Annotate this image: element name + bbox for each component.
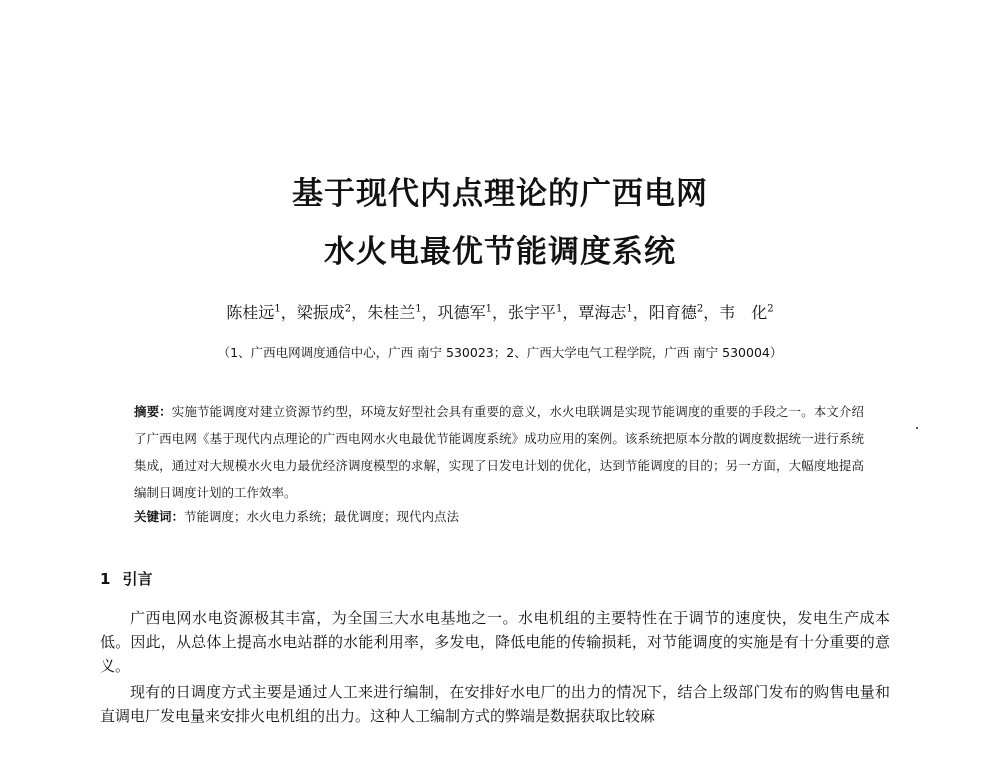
paper-title-line-1: 基于现代内点理论的广西电网 [292,176,708,212]
section-title: 引言 [122,570,153,588]
author-separator: ， [562,303,579,322]
author-separator: ， [421,303,438,322]
abstract-text: 实施节能调度对建立资源节约型，环境友好型社会具有重要的意义，水火电联调是实现节能调度的重要的手段之一。本文介绍了广西电网《基于现代内点理论的广西电网水火电最优节能调度系统》成功应用的案例。该系统把原本分散的调度数据统一进行系统集成，通过对大规模水火电力最优经济调度模型的求解，实现了日发电计划的优化，达到节能调度的目的；另一方面，大幅度地提高编制日调度计划的工作效率。 [134,404,864,500]
abstract-label: 摘要： [134,404,172,419]
paragraph-2: 现有的日调度方式主要是通过人工来进行编制，在安排好水电厂的出力的情况下，结合上级部门发布的购售电量和直调电厂发电量来安排火电机组的出力。这种人工编制方式的弊端是数据获取比较麻 [100,683,890,725]
affiliations: （1、广西电网调度通信中心，广西 南宁 530023；2、广西大学电气工程学院，广西 南宁 530004） [217,345,783,360]
author-name: 朱桂兰 [367,303,416,322]
author-name: 阳育德 [648,303,697,322]
author-affiliation-mark: 1 [274,303,281,315]
author-separator: ， [491,303,508,322]
paragraph-1: 广西电网水电资源极其丰富，为全国三大水电基地之一。水电机组的主要特性在于调节的速度快，发电生产成本低。因此，从总体上提高水电站群的水能利用率，多发电，降低电能的传输损耗，对节能调度的实施是有十分重要的意义。 [100,609,890,675]
author-affiliation-mark: 1 [485,303,492,315]
author-name: 梁振成 [296,303,345,322]
body-text [100,606,890,730]
author-affiliation-mark: 2 [344,303,352,315]
abstract [134,398,864,506]
author-name: 张宇平 [508,303,557,322]
paper-title-line-2: 水火电最优节能调度系统 [324,234,676,270]
author-name: 韦 化 [719,303,768,322]
author-list [0,300,1000,323]
keywords-label: 关键词： [134,509,185,524]
author-affiliation-mark: 2 [767,303,774,315]
keywords [134,507,864,525]
keywords-text: 节能调度；水火电力系统；最优调度；现代内点法 [184,509,460,524]
author-separator: ， [632,303,649,322]
author-affiliation-mark: 1 [415,303,422,315]
author-name: 巩德军 [437,303,486,322]
scan-speck [916,427,918,429]
author-affiliation-mark: 1 [626,303,633,315]
section-heading-introduction [100,568,152,589]
author-separator: ， [280,303,297,322]
author-name: 陈桂远 [226,303,275,322]
author-affiliation-mark: 2 [696,303,704,315]
author-name: 覃海志 [578,303,627,322]
author-affiliation-mark: 1 [556,303,563,315]
section-number: 1 [100,570,111,588]
author-separator: ， [703,303,720,322]
author-separator: ， [351,303,368,322]
